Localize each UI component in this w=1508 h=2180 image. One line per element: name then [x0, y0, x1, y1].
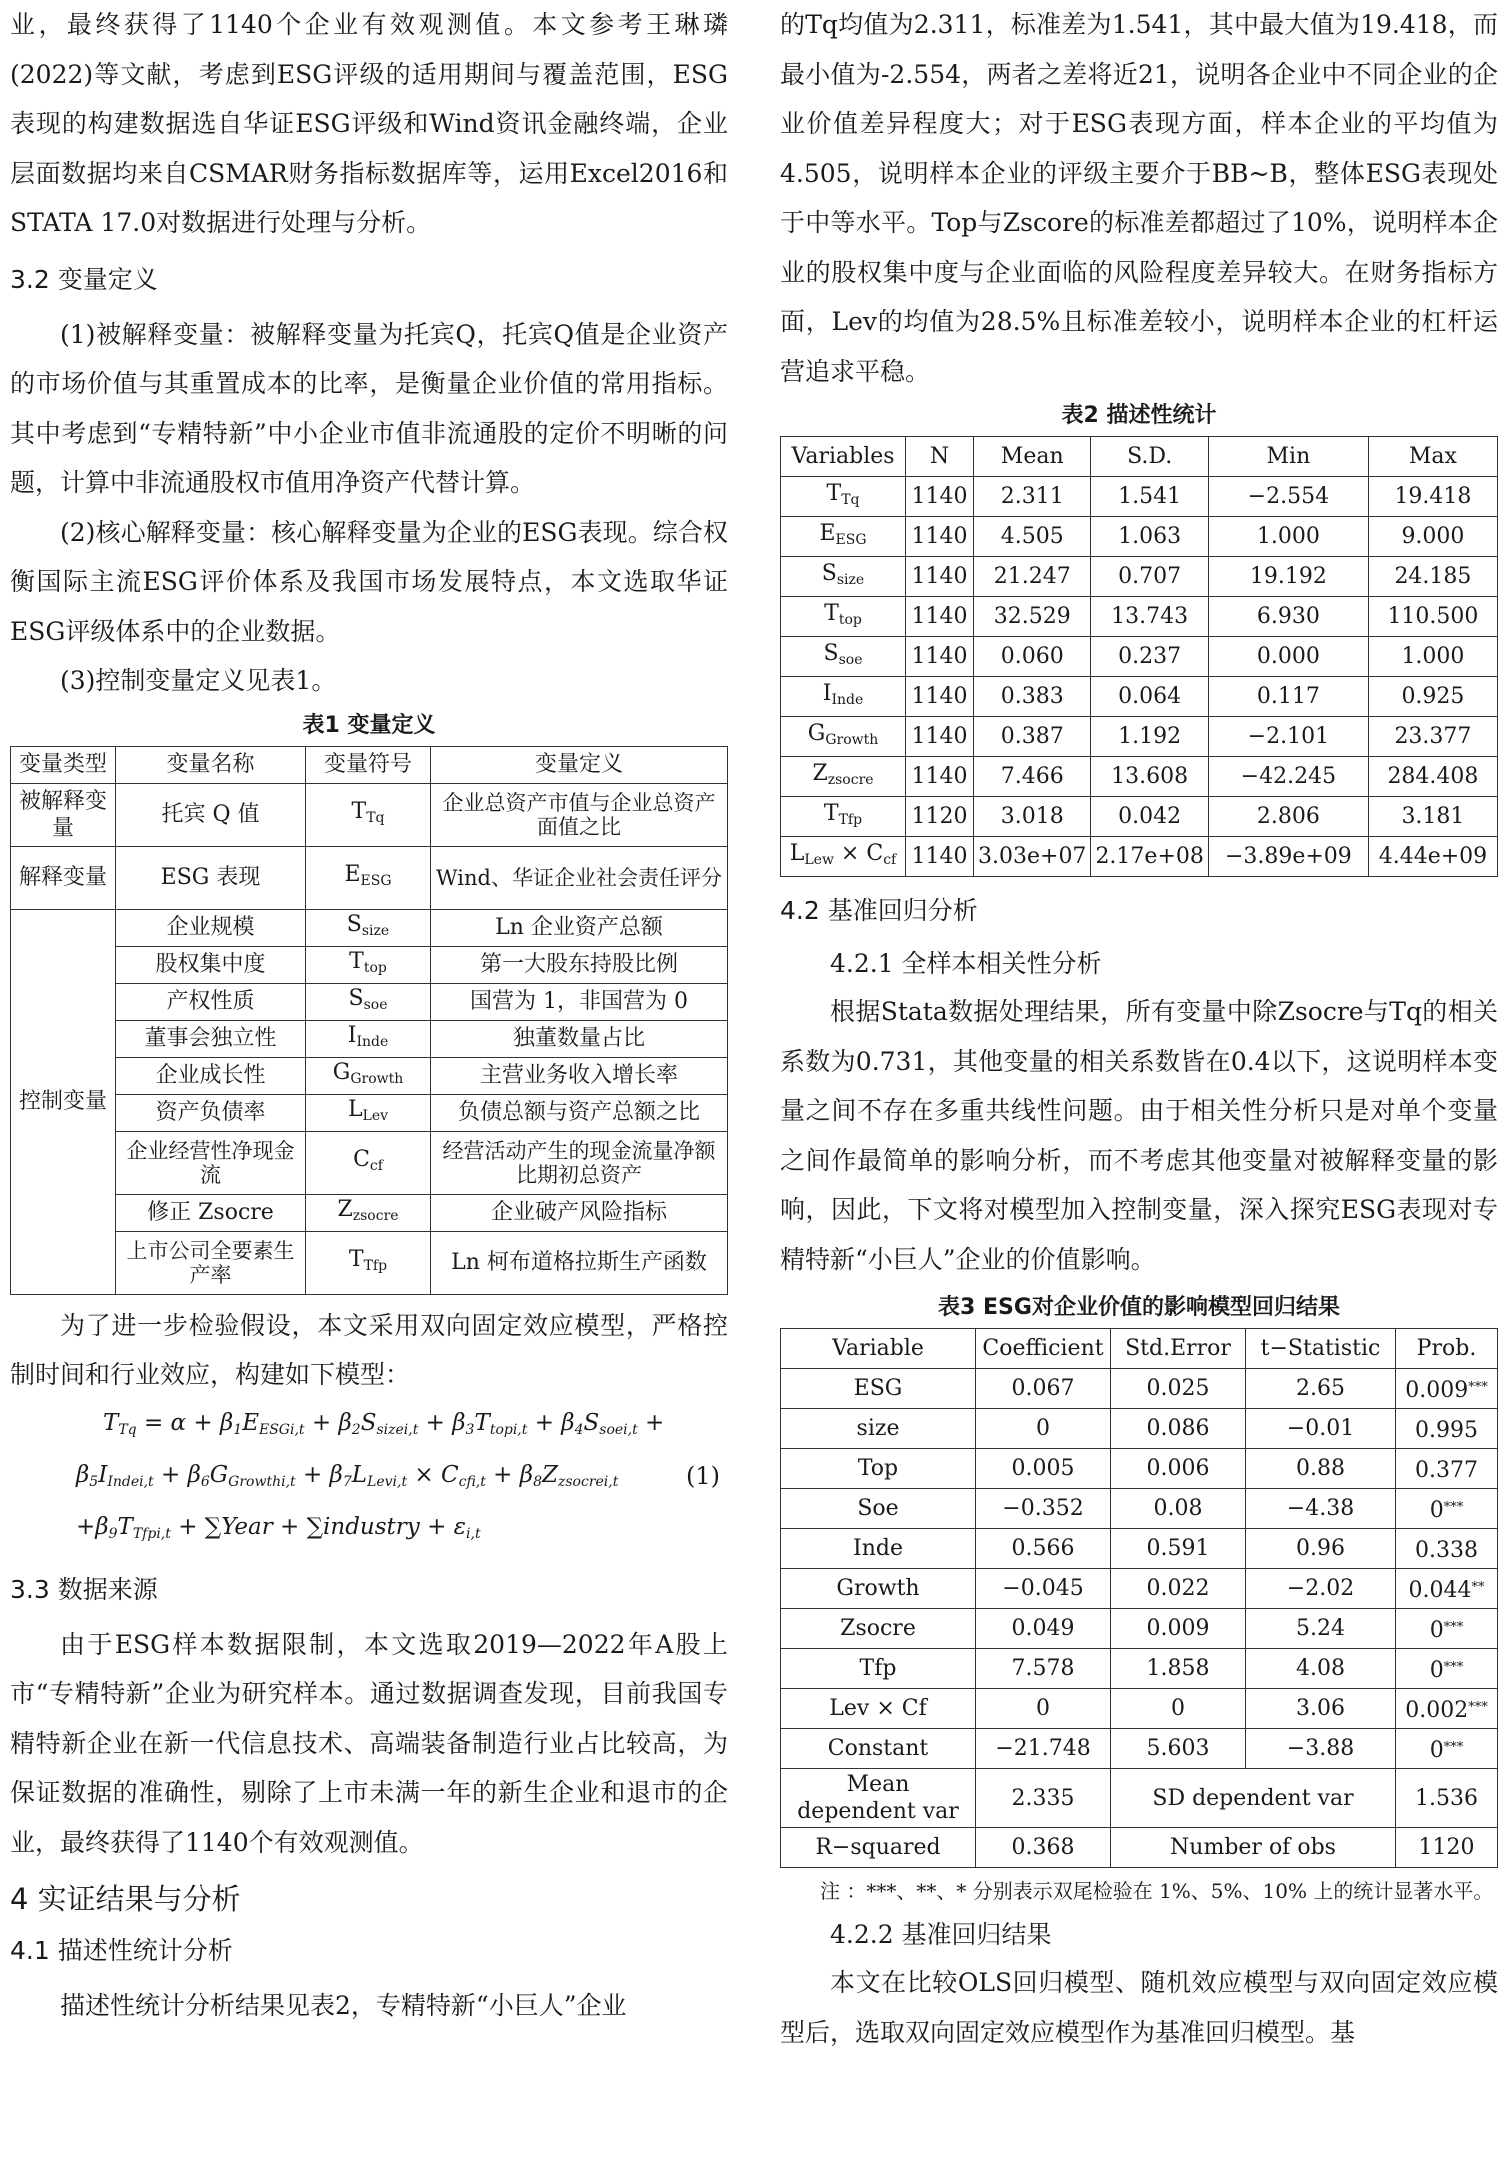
table-row	[781, 1689, 1498, 1729]
table3-std-error: 0	[1111, 1689, 1246, 1729]
intro-paragraph: 业，最终获得了1140个企业有效观测值。本文参考王琳璘(2022)等文献，考虑到ESG评级的适用期间与覆盖范围，ESG表现的构建数据选自华证ESG评级和Wind资讯金融终端，企业层面数据均来自CSMAR财务指标数据库等，运用Excel2016和STATA 17.0对数据进行处理与分析。	[10, 10, 728, 237]
table3-r2-value: 0.368	[976, 1828, 1111, 1868]
table2-variable: $T_{top}$	[781, 597, 906, 637]
table1-var-symbol: $T_{Tfp}$	[306, 1231, 431, 1294]
control-variable-paragraph: (3)控制变量定义见表1。	[60, 666, 337, 695]
table1-var-def: 企业破产风险指标	[431, 1194, 728, 1231]
table1-header: 变量定义	[431, 746, 728, 783]
table3-coefficient: 7.578	[976, 1649, 1111, 1689]
table-row	[781, 1529, 1498, 1569]
table3-std-error: 0.009	[1111, 1609, 1246, 1649]
table2-max: 24.185	[1368, 557, 1497, 597]
table-row	[781, 477, 1498, 517]
table3-coefficient: 0	[976, 1409, 1111, 1449]
equation-line-3: $+\beta_9T_{Tfpi,t}$ + ∑Year + ∑industry + $\varepsilon_{i,t}$	[76, 1513, 481, 1542]
table3-header: Prob.	[1396, 1329, 1498, 1369]
table1-var-symbol: $Z_{zsocre}$	[306, 1194, 431, 1231]
table3-header: t−Statistic	[1246, 1329, 1396, 1369]
table2-n: 1140	[906, 597, 974, 637]
table-row	[11, 846, 728, 909]
table2-min: −2.101	[1208, 717, 1368, 757]
table3-variable: Constant	[781, 1729, 976, 1769]
table2-mean: 0.387	[974, 717, 1091, 757]
table2-variable: $G_{Growth}$	[781, 717, 906, 757]
table1-var-symbol: $C_{cf}$	[306, 1131, 431, 1194]
table3-regression-results	[780, 1328, 1498, 1868]
table3-nobs-label: Number of obs	[1111, 1828, 1396, 1868]
table1-header: 变量符号	[306, 746, 431, 783]
table3-caption: 表3 ESG对企业价值的影响模型回归结果	[938, 1295, 1340, 1320]
table-row	[781, 1649, 1498, 1689]
table3-variable: Zsocre	[781, 1609, 976, 1649]
table2-sd: 1.541	[1091, 477, 1208, 517]
table3-std-error: 0.08	[1111, 1489, 1246, 1529]
table1-var-name: 资产负债率	[116, 1094, 306, 1131]
table2-min: 0.117	[1208, 677, 1368, 717]
table1-var-symbol: $G_{Growth}$	[306, 1057, 431, 1094]
table3-variable: Inde	[781, 1529, 976, 1569]
table2-mean: 4.505	[974, 517, 1091, 557]
table2-sd: 0.707	[1091, 557, 1208, 597]
table2-sd: 0.237	[1091, 637, 1208, 677]
table3-coefficient: 0.566	[976, 1529, 1111, 1569]
table3-sd-dep-value: 1.536	[1396, 1769, 1498, 1828]
table2-caption: 表2 描述性统计	[1061, 403, 1217, 428]
table2-n: 1140	[906, 637, 974, 677]
table2-header-row	[781, 437, 1498, 477]
table-row	[781, 557, 1498, 597]
table2-header: N	[906, 437, 974, 477]
correlation-paragraph: 根据Stata数据处理结果，所有变量中除Zsocre与Tq的相关系数为0.731，其他变量的相关系数皆在0.4以下，这说明样本变量之间不存在多重共线性问题。由于相关性分析只是对单个变量之间作最简单的影响分析，而不考虑其他变量对被解释变量的影响，因此，下文将对模型加入控制变量，深入探究ESG表现对专精特新“小巨人”企业的价值影响。	[780, 997, 1498, 1274]
table2-n: 1140	[906, 517, 974, 557]
table2-mean: 2.311	[974, 477, 1091, 517]
table2-min: 0.000	[1208, 637, 1368, 677]
table-row	[781, 637, 1498, 677]
table3-std-error: 0.022	[1111, 1569, 1246, 1609]
table-row	[11, 1231, 728, 1294]
table3-variable: ESG	[781, 1369, 976, 1409]
table2-variable: $Z_{zsocre}$	[781, 757, 906, 797]
table1-group-control: 控制变量	[11, 909, 116, 1294]
table1-group-dependent: 被解释变量	[11, 783, 116, 846]
table2-max: 19.418	[1368, 477, 1497, 517]
table-row	[781, 1729, 1498, 1769]
table1-var-symbol: $E_{ESG}$	[306, 846, 431, 909]
table-row	[781, 757, 1498, 797]
table-row	[781, 1609, 1498, 1649]
section-4-title: 4 实证结果与分析	[10, 1882, 241, 1916]
table1-var-def: Ln 企业资产总额	[431, 909, 728, 946]
table2-variable: $S_{size}$	[781, 557, 906, 597]
table1-var-def: 国营为 1，非国营为 0	[431, 983, 728, 1020]
right-column	[780, 0, 1498, 2057]
table1-var-name: 企业经营性净现金流	[116, 1131, 306, 1194]
table-row	[781, 717, 1498, 757]
left-column	[10, 0, 728, 2031]
table2-descriptive-statistics	[780, 436, 1498, 877]
table1-var-symbol: $T_{top}$	[306, 946, 431, 983]
table3-variable: Tfp	[781, 1649, 976, 1689]
table2-sd: 2.17e+08	[1091, 837, 1208, 877]
table2-max: 4.44e+09	[1368, 837, 1497, 877]
table3-prob: 0.009***	[1396, 1369, 1498, 1409]
table2-sd: 0.064	[1091, 677, 1208, 717]
equation-number: (1)	[686, 1461, 720, 1490]
table2-header: Max	[1368, 437, 1497, 477]
table3-t-statistic: 0.88	[1246, 1449, 1396, 1489]
table1-var-def: 主营业务收入增长率	[431, 1057, 728, 1094]
table-row	[11, 783, 728, 846]
table3-t-statistic: −3.88	[1246, 1729, 1396, 1769]
table-row	[11, 1131, 728, 1194]
table1-var-symbol: $S_{soe}$	[306, 983, 431, 1020]
table1-var-def: Wind、华证企业社会责任评分	[431, 846, 728, 909]
table3-nobs-value: 1120	[1396, 1828, 1498, 1868]
table2-max: 1.000	[1368, 637, 1497, 677]
table2-mean: 21.247	[974, 557, 1091, 597]
table-row	[781, 1489, 1498, 1529]
table-row	[781, 677, 1498, 717]
table2-min: 1.000	[1208, 517, 1368, 557]
table3-coefficient: −21.748	[976, 1729, 1111, 1769]
table1-header-row	[11, 746, 728, 783]
table1-var-name: 董事会独立性	[116, 1020, 306, 1057]
table3-coefficient: 0.005	[976, 1449, 1111, 1489]
table2-sd: 1.192	[1091, 717, 1208, 757]
table1-var-symbol: $S_{size}$	[306, 909, 431, 946]
table2-max: 110.500	[1368, 597, 1497, 637]
section-4-2-1-title: 4.2.1 全样本相关性分析	[830, 949, 1102, 978]
table1-var-symbol: $T_{Tq}$	[306, 783, 431, 846]
table-row	[781, 1828, 1498, 1868]
descriptive-paragraph-start: 描述性统计分析结果见表2，专精特新“小巨人”企业	[60, 1991, 627, 2020]
table2-sd: 0.042	[1091, 797, 1208, 837]
table2-n: 1140	[906, 677, 974, 717]
table2-mean: 0.060	[974, 637, 1091, 677]
table3-prob: 0.995	[1396, 1409, 1498, 1449]
table3-header: Std.Error	[1111, 1329, 1246, 1369]
table3-t-statistic: 5.24	[1246, 1609, 1396, 1649]
table2-min: −3.89e+09	[1208, 837, 1368, 877]
data-source-paragraph: 由于ESG样本数据限制，本文选取2019—2022年A股上市“专精特新”企业为研究样本。通过数据调查发现，目前我国专精特新企业在新一代信息技术、高端装备制造行业占比较高，为保证数据的准确性，剔除了上市未满一年的新生企业和退市的企业，最终获得了1140个有效观测值。	[10, 1629, 728, 1857]
table3-std-error: 0.086	[1111, 1409, 1246, 1449]
table2-min: 2.806	[1208, 797, 1368, 837]
table1-var-def: 企业总资产市值与企业总资产面值之比	[431, 783, 728, 846]
table-row	[781, 597, 1498, 637]
table3-t-statistic: −4.38	[1246, 1489, 1396, 1529]
table2-header: Variables	[781, 437, 906, 477]
table3-prob: 0***	[1396, 1609, 1498, 1649]
table2-variable: $L_{Lew} \times C_{cf}$	[781, 837, 906, 877]
table1-header: 变量名称	[116, 746, 306, 783]
table2-header: S.D.	[1091, 437, 1208, 477]
section-3-3-title: 3.3 数据来源	[10, 1574, 158, 1604]
table2-n: 1120	[906, 797, 974, 837]
table2-n: 1140	[906, 757, 974, 797]
section-4-2-title: 4.2 基准回归分析	[780, 896, 978, 925]
table1-var-def: Ln 柯布道格拉斯生产函数	[431, 1231, 728, 1294]
table3-coefficient: −0.352	[976, 1489, 1111, 1529]
table3-header: Variable	[781, 1329, 976, 1369]
table-row	[11, 1094, 728, 1131]
model-paragraph: 为了进一步检验假设，本文采用双向固定效应模型，严格控制时间和行业效应，构建如下模型：	[10, 1310, 728, 1389]
table-row	[781, 1449, 1498, 1489]
table3-t-statistic: −0.01	[1246, 1409, 1396, 1449]
table3-prob: 0.002***	[1396, 1689, 1498, 1729]
table3-coefficient: 0	[976, 1689, 1111, 1729]
table3-r2-label: R−squared	[781, 1828, 976, 1868]
descriptive-paragraph-cont: 的Tq均值为2.311，标准差为1.541，其中最大值为19.418，而最小值为-2.554，两者之差将近21，说明各企业中不同企业的企业价值差异程度大；对于ESG表现方面，样本企业的平均值为4.505，说明样本企业的评级主要介于BB~B，整体ESG表现处于中等水平。Top与Zscore的标准差都超过了10%，说明样本企业的股权集中度与企业面临的风险程度差异较大。在财务指标方面，Lev的均值为28.5%且标准差较小，说明样本企业的杠杆运营追求平稳。	[780, 10, 1498, 386]
table3-mean-dep-value: 2.335	[976, 1769, 1111, 1828]
table2-variable: $E_{ESG}$	[781, 517, 906, 557]
table2-variable: $T_{Tfp}$	[781, 797, 906, 837]
table3-t-statistic: 2.65	[1246, 1369, 1396, 1409]
table1-var-def: 第一大股东持股比例	[431, 946, 728, 983]
table3-header-row	[781, 1329, 1498, 1369]
table2-variable: $I_{Inde}$	[781, 677, 906, 717]
table2-sd: 13.608	[1091, 757, 1208, 797]
table2-n: 1140	[906, 837, 974, 877]
table2-mean: 32.529	[974, 597, 1091, 637]
table1-caption: 表1 变量定义	[302, 712, 436, 738]
table3-std-error: 0.006	[1111, 1449, 1246, 1489]
table3-std-error: 0.591	[1111, 1529, 1246, 1569]
table2-n: 1140	[906, 557, 974, 597]
table3-coefficient: 0.049	[976, 1609, 1111, 1649]
core-variable-paragraph: (2)核心解释变量：核心解释变量为企业的ESG表现。综合权衡国际主流ESG评价体系及我国市场发展特点，本文选取华证ESG评级体系中的企业数据。	[10, 517, 728, 646]
table3-prob: 0.044**	[1396, 1569, 1498, 1609]
table2-max: 0.925	[1368, 677, 1497, 717]
table2-max: 3.181	[1368, 797, 1497, 837]
table2-variable: $S_{soe}$	[781, 637, 906, 677]
table3-prob: 0***	[1396, 1489, 1498, 1529]
table2-max: 23.377	[1368, 717, 1497, 757]
table3-variable: Growth	[781, 1569, 976, 1609]
table3-t-statistic: 3.06	[1246, 1689, 1396, 1729]
table2-min: 19.192	[1208, 557, 1368, 597]
table2-min: −42.245	[1208, 757, 1368, 797]
table3-t-statistic: 4.08	[1246, 1649, 1396, 1689]
table-row	[781, 1369, 1498, 1409]
table-row	[781, 1569, 1498, 1609]
table3-prob: 0.377	[1396, 1449, 1498, 1489]
table1-var-def: 独董数量占比	[431, 1020, 728, 1057]
table3-variable: Soe	[781, 1489, 976, 1529]
table2-variable: $T_{Tq}$	[781, 477, 906, 517]
regression-equation	[10, 1400, 728, 1572]
section-3-2-title: 3.2 变量定义	[10, 264, 158, 294]
section-4-1-title: 4.1 描述性统计分析	[10, 1936, 233, 1965]
table3-mean-dep-label: Mean dependent var	[781, 1769, 976, 1828]
table3-std-error: 0.025	[1111, 1369, 1246, 1409]
table-row	[11, 946, 728, 983]
table1-var-name: 上市公司全要素生产率	[116, 1231, 306, 1294]
section-4-2-2-title: 4.2.2 基准回归结果	[830, 1920, 1052, 1949]
table2-max: 284.408	[1368, 757, 1497, 797]
table2-mean: 3.018	[974, 797, 1091, 837]
table1-var-symbol: $I_{Inde}$	[306, 1020, 431, 1057]
table1-var-def: 经营活动产生的现金流量净额比期初总资产	[431, 1131, 728, 1194]
table1-var-def: 负债总额与资产总额之比	[431, 1094, 728, 1131]
dependent-variable-paragraph: (1)被解释变量：被解释变量为托宾Q，托宾Q值是企业资产的市场价值与其重置成本的比率，是衡量企业价值的常用指标。其中考虑到“专精特新”中小企业市值非流通股的定价不明晰的问题，计算中非流通股权市值用净资产代替计算。	[10, 319, 728, 497]
table1-var-name: ESG 表现	[116, 846, 306, 909]
table3-variable: Top	[781, 1449, 976, 1489]
table1-header: 变量类型	[11, 746, 116, 783]
table-row	[11, 1057, 728, 1094]
table3-note: 注 ：***、**、* 分别表示双尾检验在 1%、5%、10% 上的统计显著水平。	[820, 1879, 1494, 1903]
table1-var-name: 企业规模	[116, 909, 306, 946]
table3-t-statistic: −2.02	[1246, 1569, 1396, 1609]
table1-var-symbol: $L_{Lev}$	[306, 1094, 431, 1131]
table3-coefficient: −0.045	[976, 1569, 1111, 1609]
table-row	[781, 797, 1498, 837]
table3-prob: 0***	[1396, 1649, 1498, 1689]
table3-variable: size	[781, 1409, 976, 1449]
table3-sd-dep-label: SD dependent var	[1111, 1769, 1396, 1828]
table3-prob: 0***	[1396, 1729, 1498, 1769]
table-row	[781, 1409, 1498, 1449]
table1-var-name: 修正 Zsocre	[116, 1194, 306, 1231]
table3-variable: Lev × Cf	[781, 1689, 976, 1729]
table-row	[781, 517, 1498, 557]
table2-max: 9.000	[1368, 517, 1497, 557]
baseline-paragraph: 本文在比较OLS回归模型、随机效应模型与双向固定效应模型后，选取双向固定效应模型作为基准回归模型。基	[780, 1968, 1498, 2047]
equation-line-1: $T_{Tq} = \alpha + \beta_1E_{ESGi,t} + \beta_2S_{sizei,t} + \beta_3T_{topi,t} + \beta_4S_{soei,t}$ +	[103, 1409, 665, 1438]
table3-coefficient: 0.067	[976, 1369, 1111, 1409]
table1-var-name: 股权集中度	[116, 946, 306, 983]
table2-mean: 0.383	[974, 677, 1091, 717]
table2-n: 1140	[906, 477, 974, 517]
table1-var-name: 产权性质	[116, 983, 306, 1020]
table2-sd: 1.063	[1091, 517, 1208, 557]
table2-mean: 7.466	[974, 757, 1091, 797]
table-row	[11, 983, 728, 1020]
equation-line-2: $\beta_5I_{Indei,t} + \beta_6G_{Growthi,t} + \beta_7L_{Levi,t} \times C_{cfi,t} + \beta_8Z_{zsocrei,t}$	[76, 1461, 619, 1490]
table1-group-explanatory: 解释变量	[11, 846, 116, 909]
table3-std-error: 1.858	[1111, 1649, 1246, 1689]
table3-prob: 0.338	[1396, 1529, 1498, 1569]
table2-header: Mean	[974, 437, 1091, 477]
table1-var-name: 企业成长性	[116, 1057, 306, 1094]
table-row	[781, 837, 1498, 877]
table1-variable-definitions	[10, 746, 728, 1295]
table2-mean: 3.03e+07	[974, 837, 1091, 877]
table3-t-statistic: 0.96	[1246, 1529, 1396, 1569]
table2-n: 1140	[906, 717, 974, 757]
table2-min: −2.554	[1208, 477, 1368, 517]
table-row	[11, 1020, 728, 1057]
table3-header: Coefficient	[976, 1329, 1111, 1369]
table-row	[11, 1194, 728, 1231]
table2-sd: 13.743	[1091, 597, 1208, 637]
table2-header: Min	[1208, 437, 1368, 477]
table3-std-error: 5.603	[1111, 1729, 1246, 1769]
table2-min: 6.930	[1208, 597, 1368, 637]
table-row	[11, 909, 728, 946]
table-row	[781, 1769, 1498, 1828]
table1-var-name: 托宾 Q 值	[116, 783, 306, 846]
